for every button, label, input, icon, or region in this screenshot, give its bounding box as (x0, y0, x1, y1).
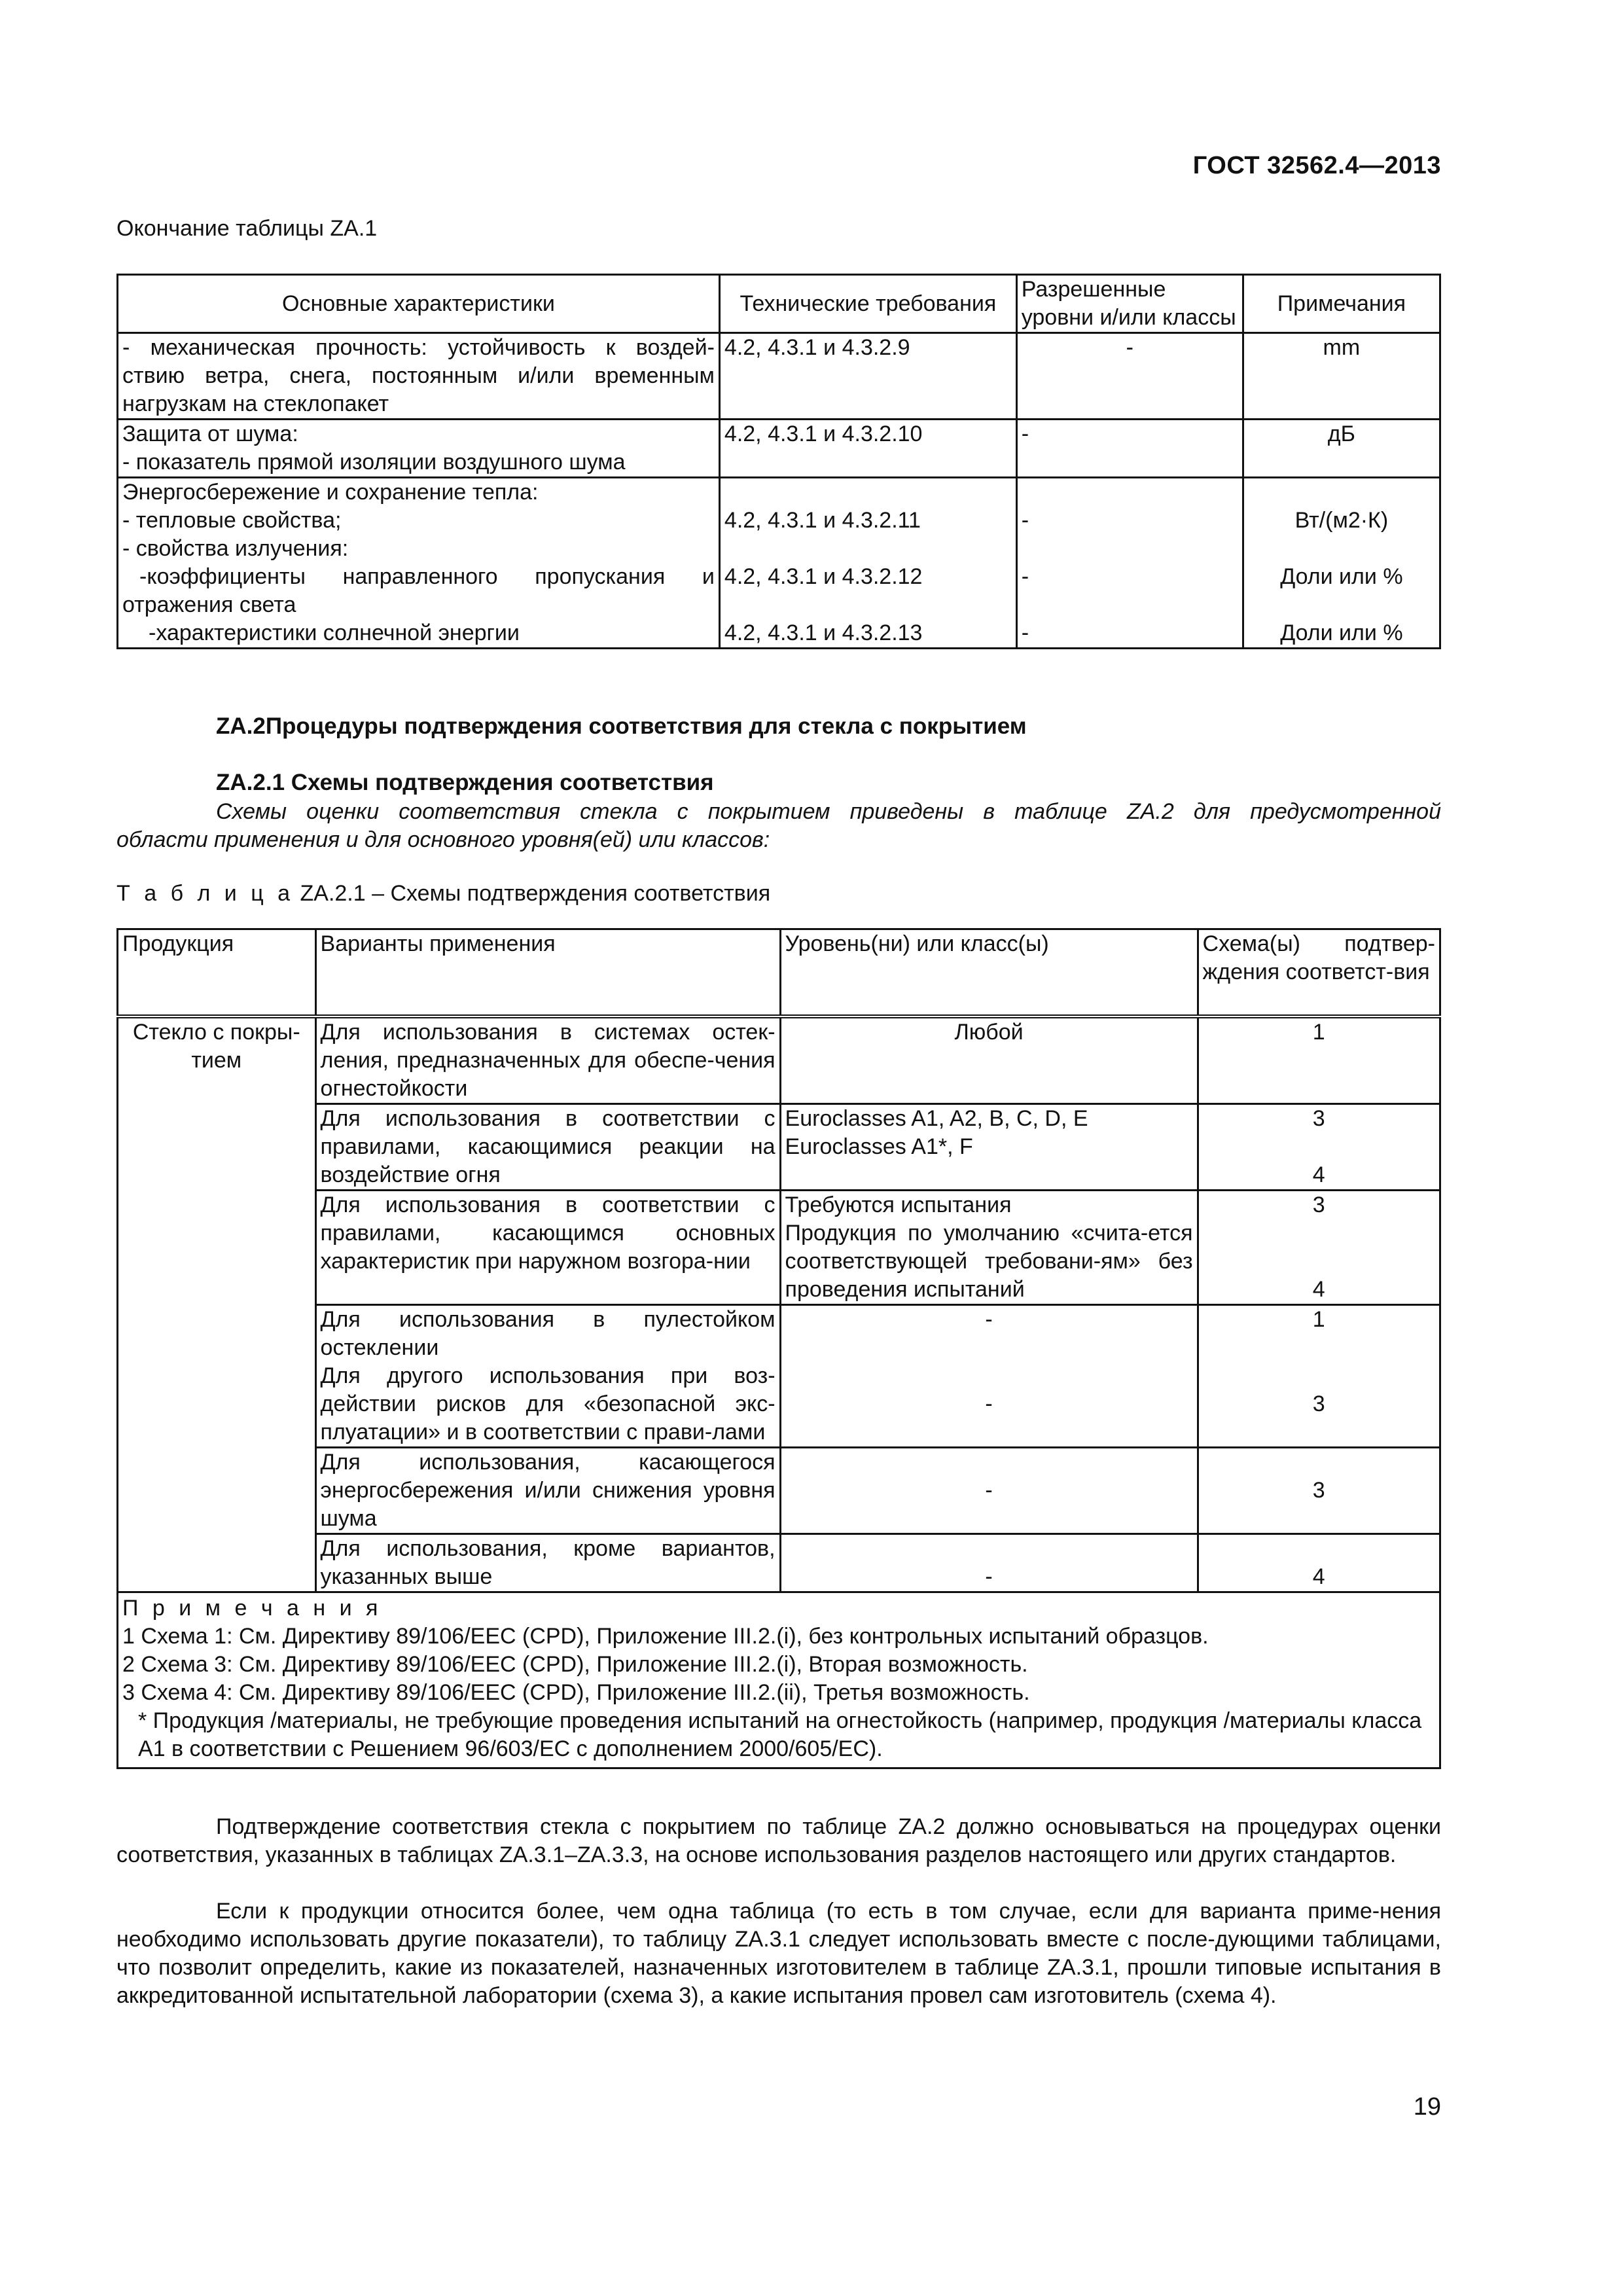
standard-number: ГОСТ 32562.4—2013 (1192, 152, 1441, 179)
cell-line: - механическая прочность: устойчивость к воздей- (122, 335, 715, 360)
paragraph-text: Подтверждение соответствия стекла с покрытием по таблице ZA.2 должно основываться на процедурах оценки соответствия, указанных в таблицах ZA.3.1–ZA.3.3, на основе использования разделов настоящего или других стандартов. (116, 1814, 1441, 1867)
cell-line (1022, 591, 1238, 619)
cell-line (1248, 535, 1435, 563)
cell-line: 3 (1312, 1193, 1325, 1217)
intro-line: области применения и для основного уровня(ей) или классов: (116, 827, 770, 852)
table1-characteristics (116, 274, 1441, 649)
cell-line (1022, 478, 1238, 507)
table2-caption-title: ZA.2.1 – Схемы подтверждения соответствия (294, 881, 771, 906)
cell-line: Для другого использования при воз-действии рисков для «безопасной экс-плуатации» и в соответствии с прави-лами (320, 1363, 776, 1444)
cell-line: Защита от шума: (122, 422, 298, 446)
note-item: * Продукция /материалы, не требующие проведения испытаний на огнестойкость (например, продукция /материалы класса А1 в соответствии с Решением 96/603/ЕС с дополнением 2000/605/ЕС). (138, 1708, 1422, 1761)
section-intro (116, 798, 1441, 854)
table1-header-cell: Технические требования (719, 275, 1016, 333)
cell-line: Вт/(м2·К) (1294, 508, 1389, 533)
table2-level-cell (780, 1305, 1198, 1448)
note-item: 2 Схема 3: См. Директиву 89/106/EEC (CPD), Приложение III.2.(i), Вторая возможность. (122, 1652, 1028, 1677)
cell-line: - (1021, 564, 1029, 589)
table2-scheme-cell (1198, 1305, 1440, 1448)
table-row (118, 1534, 1440, 1592)
cell-line: - тепловые свойства; (122, 508, 342, 533)
cell-line (724, 478, 1012, 507)
cell-line (724, 591, 1012, 619)
table-row (118, 1191, 1440, 1305)
cell-line: 4.2, 4.3.1 и 4.3.2.12 (724, 564, 923, 589)
table2-level-cell: Любой (780, 1016, 1198, 1104)
page-number: 19 (1413, 2093, 1441, 2121)
table2-scheme-cell (1198, 1191, 1440, 1305)
cell-line (785, 1334, 1193, 1362)
cell-line: Euroclasses A1, A2, B, C, D, E (785, 1106, 1088, 1131)
table2-use-cell: Для использования в соответствии с правилами, касающимися реакции на воздействие огня (315, 1104, 780, 1191)
cell-line: нагрузкам на стеклопакет (122, 391, 389, 416)
cell-line: - свойства излучения: (122, 536, 349, 561)
cell-line: отражения света (122, 592, 296, 617)
cell-line (1203, 1247, 1435, 1276)
cell-line: Euroclasses A1*, F (785, 1134, 973, 1159)
table1-header-cell: Основные характеристики (118, 275, 720, 333)
cell-line: 4 (1312, 1162, 1325, 1187)
table2-use-cell: Для использования, касающегося энергосбережения и/или снижения уровня шума (315, 1448, 780, 1534)
table2-level-cell (780, 1191, 1198, 1305)
cell-line: Доли или % (1280, 564, 1403, 589)
table1-cell-requirements: 4.2, 4.3.1 и 4.3.2.10 (719, 420, 1016, 478)
table-row (118, 420, 1440, 478)
cell-line (724, 535, 1012, 563)
cell-line: -характеристики солнечной энергии (149, 620, 520, 645)
cell-line: - (985, 1391, 993, 1416)
cell-line: Продукция по умолчанию «счита-ется соответствующей требовани-ям» без проведения испытаний (785, 1221, 1193, 1302)
table1-cell-levels: - (1016, 333, 1243, 420)
cell-line: - показатель прямой изоляции воздушного шума (122, 450, 626, 475)
cell-line: -коэффициенты направленного пропускания и (139, 564, 715, 589)
table2-use-cell: Для использования, кроме вариантов, указанных выше (315, 1534, 780, 1592)
cell-line (1248, 591, 1435, 619)
cell-line (1203, 1133, 1435, 1161)
table2-notes-cell (118, 1592, 1440, 1768)
cell-line: 3 (1312, 1391, 1325, 1416)
table2-scheme-cell: 3 (1198, 1448, 1440, 1534)
note-item: 1 Схема 1: См. Директиву 89/106/EEC (CPD), Приложение III.2.(i), без контрольных испытаний образцов. (122, 1624, 1209, 1649)
cell-line: 3 (1312, 1106, 1325, 1131)
table1-cell-notes: mm (1243, 333, 1440, 420)
table2-product-cell: Стекло с покры-тием (118, 1016, 316, 1592)
table1-cell-notes: дБ (1243, 420, 1440, 478)
table-row (118, 1016, 1440, 1104)
cell-line: Требуются испытания (785, 1193, 1012, 1217)
table1-cell-levels (1016, 478, 1243, 649)
table1-cell-levels: - (1016, 420, 1243, 478)
cell-line: 4.2, 4.3.1 и 4.3.2.13 (724, 620, 923, 645)
table1-header-cell: Примечания (1243, 275, 1440, 333)
table2-level-cell: - (780, 1534, 1198, 1592)
table1-header-row (118, 275, 1440, 333)
table2-conformity-schemes (116, 928, 1441, 1769)
cell-line: 4.2, 4.3.1 и 4.3.2.11 (724, 508, 921, 533)
table-row (118, 1305, 1440, 1448)
table2-level-cell (780, 1104, 1198, 1191)
table-row (118, 478, 1440, 649)
cell-line: ствию ветра, снега, постоянным и/или временным (122, 363, 715, 388)
table-row (118, 333, 1440, 420)
cell-line (1203, 1334, 1435, 1362)
subsection-heading: ZA.2.1 Схемы подтверждения соответствия (216, 770, 714, 795)
cell-line: Для использования в пулестойком остеклении (320, 1307, 776, 1360)
paragraph-text: Если к продукции относится более, чем одна таблица (то есть в том случае, если для варианта приме-нения необходимо использовать другие показатели), то таблицу ZA.3.1 следует использовать вместе с после-дующими таблицами, что позволит определить, какие из показателей, назначенных изготовителем в таблице ZA.3.1, прошли типовые испытания в аккредитованной испытательной лаборатории (схема 3), а какие испытания провел сам изготовитель (схема 4). (116, 1899, 1441, 2008)
cell-line: 1 (1312, 1307, 1325, 1332)
table-row (118, 1104, 1440, 1191)
table1-cell-characteristic (118, 478, 720, 649)
table1-cell-characteristic (118, 333, 720, 420)
table1-caption: Окончание таблицы ZA.1 (116, 216, 378, 241)
table1-cell-requirements: 4.2, 4.3.1 и 4.3.2.9 (719, 333, 1016, 420)
table-row (118, 1448, 1440, 1534)
cell-line: Доли или % (1280, 620, 1403, 645)
cell-line (785, 1362, 1193, 1390)
table2-level-cell: - (780, 1448, 1198, 1534)
cell-line: - (1021, 620, 1029, 645)
body-paragraph (116, 1897, 1441, 2010)
table2-header-cell: Продукция (118, 929, 316, 1017)
table1-cell-notes (1243, 478, 1440, 649)
section-heading: ZA.2Процедуры подтверждения соответствия для стекла с покрытием (216, 713, 1027, 739)
table2-caption-label: Т а б л и ц а (116, 881, 294, 906)
body-paragraph (116, 1813, 1441, 1869)
cell-line: 4 (1312, 1277, 1325, 1302)
cell-line: Энергосбережение и сохранение тепла: (122, 480, 539, 505)
table2-header-row (118, 929, 1440, 1017)
table2-header-cell: Схема(ы) подтвер-ждения соответст-вия (1198, 929, 1440, 1017)
table2-use-cell: Для использования в системах остек-ления, предназначенных для обеспе-чения огнестойкости (315, 1016, 780, 1104)
cell-line: - (1021, 508, 1029, 533)
note-item: 3 Схема 4: См. Директиву 89/106/EEC (CPD), Приложение III.2.(ii), Третья возможность. (122, 1680, 1030, 1705)
intro-line: Схемы оценки соответствия стекла с покрытием приведены в таблице ZA.2 для предусмотренной (216, 799, 1441, 824)
table2-scheme-cell: 1 (1198, 1016, 1440, 1104)
cell-line (1203, 1219, 1435, 1247)
cell-line (1022, 535, 1238, 563)
table2-scheme-cell: 4 (1198, 1534, 1440, 1592)
table1-header-text: Разрешенные уровни и/или классы (1021, 277, 1236, 330)
table2-caption (116, 881, 770, 906)
table2-notes-row (118, 1592, 1440, 1768)
table2-header-cell: Варианты применения (315, 929, 780, 1017)
table2-scheme-cell (1198, 1104, 1440, 1191)
table2-use-cell: Для использования в соответствии с правилами, касающимся основных характеристик при наружном возгора-нии (315, 1191, 780, 1305)
table2-header-cell: Уровень(ни) или класс(ы) (780, 929, 1198, 1017)
table1-header-cell (1016, 275, 1243, 333)
notes-title: П р и м е ч а н и я (122, 1596, 382, 1621)
table2-use-cell (315, 1305, 780, 1448)
cell-line: - (985, 1307, 993, 1332)
table1-cell-characteristic (118, 420, 720, 478)
cell-line (1248, 478, 1435, 507)
cell-line (1203, 1362, 1435, 1390)
table1-cell-requirements (719, 478, 1016, 649)
